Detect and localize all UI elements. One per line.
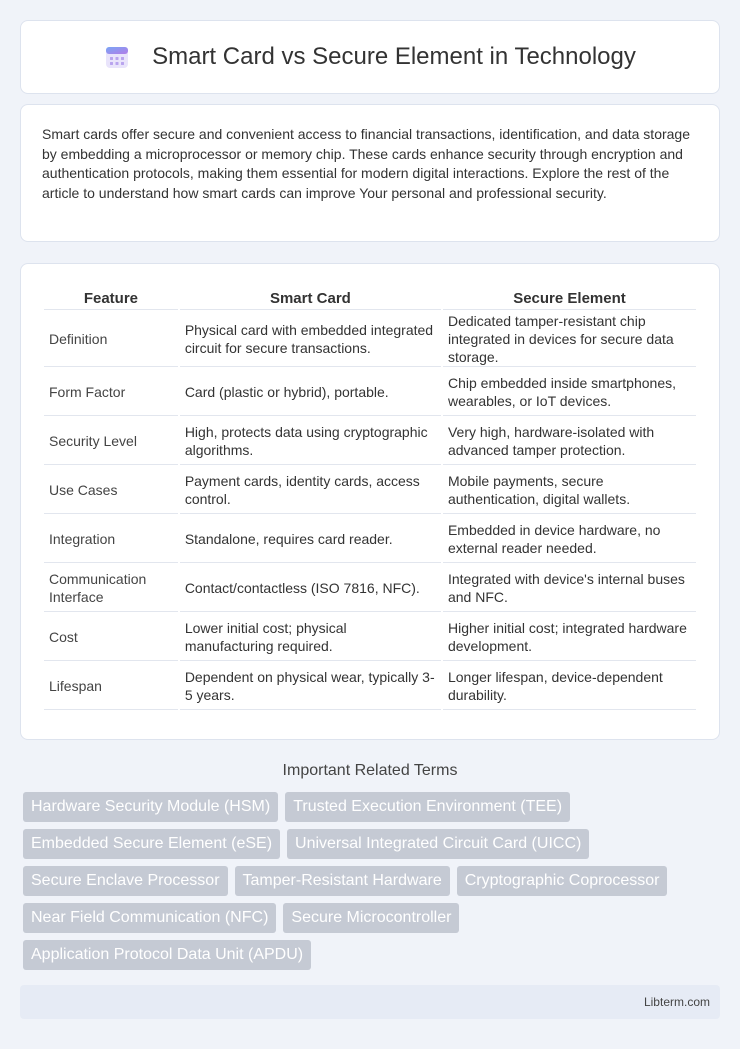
table-row — [44, 565, 696, 612]
feature-cell: Security Level — [44, 418, 178, 465]
smart-card-cell: Contact/contactless (ISO 7816, NFC). — [180, 565, 441, 612]
term-chip[interactable]: Tamper-Resistant Hardware — [235, 866, 450, 896]
secure-element-cell: Chip embedded inside smartphones, wearables, or IoT devices. — [443, 369, 696, 416]
feature-cell: Form Factor — [44, 369, 178, 416]
term-chip[interactable]: Application Protocol Data Unit (APDU) — [23, 940, 311, 970]
table-row — [44, 467, 696, 514]
smart-card-cell: High, protects data using cryptographic algorithms. — [180, 418, 441, 465]
comparison-table — [42, 284, 698, 712]
term-chip[interactable]: Trusted Execution Environment (TEE) — [285, 792, 570, 822]
header-card — [20, 20, 720, 94]
feature-cell: Use Cases — [44, 467, 178, 514]
footer-brand-link[interactable]: Libterm.com — [643, 995, 710, 1009]
smart-card-cell: Physical card with embedded integrated circuit for secure transactions. — [180, 312, 441, 367]
term-chip[interactable]: Near Field Communication (NFC) — [23, 903, 276, 933]
feature-cell: Integration — [44, 516, 178, 563]
secure-element-cell: Integrated with device's internal buses and NFC. — [443, 565, 696, 612]
feature-cell: Definition — [44, 312, 178, 367]
secure-element-cell: Embedded in device hardware, no external reader needed. — [443, 516, 696, 563]
term-chip[interactable]: Universal Integrated Circuit Card (UICC) — [287, 829, 589, 859]
intro-text: Smart cards offer secure and convenient access to financial transactions, identification, and data storage by embedding a microprocessor or memory chip. These cards enhance security through encryption and authentication protocols, making them essential for modern digital interactions. Explore the rest of the article to understand how smart cards can improve Your personal and professional security. — [42, 126, 690, 201]
table-row — [44, 369, 696, 416]
term-chip[interactable]: Secure Enclave Processor — [23, 866, 228, 896]
term-chip[interactable]: Hardware Security Module (HSM) — [23, 792, 278, 822]
footer — [20, 985, 720, 1019]
secure-element-cell: Dedicated tamper-resistant chip integrated in devices for secure data storage. — [443, 312, 696, 367]
table-row — [44, 312, 696, 367]
related-terms-title: Important Related Terms — [282, 762, 458, 779]
feature-cell: Communication Interface — [44, 565, 178, 612]
smart-card-cell: Card (plastic or hybrid), portable. — [180, 369, 441, 416]
column-header-feature: Feature — [44, 286, 178, 310]
secure-element-cell: Longer lifespan, device-dependent durability. — [443, 663, 696, 710]
term-chip[interactable]: Embedded Secure Element (eSE) — [23, 829, 280, 859]
table-row — [44, 663, 696, 710]
term-chip[interactable]: Cryptographic Coprocessor — [457, 866, 668, 896]
smart-card-cell: Dependent on physical wear, typically 3-5 years. — [180, 663, 441, 710]
column-header-secure-element: Secure Element — [443, 286, 696, 310]
smart-card-cell: Payment cards, identity cards, access control. — [180, 467, 441, 514]
feature-cell: Cost — [44, 614, 178, 661]
table-row — [44, 418, 696, 465]
intro-card — [20, 104, 720, 242]
smart-card-cell: Standalone, requires card reader. — [180, 516, 441, 563]
comparison-table-card — [20, 263, 720, 740]
table-row — [44, 516, 696, 563]
related-terms-list — [23, 792, 703, 977]
smart-card-cell: Lower initial cost; physical manufacturing required. — [180, 614, 441, 661]
secure-element-cell: Very high, hardware-isolated with advanced tamper protection. — [443, 418, 696, 465]
page-title: Smart Card vs Secure Element in Technology — [152, 43, 636, 70]
feature-cell: Lifespan — [44, 663, 178, 710]
secure-element-cell: Mobile payments, secure authentication, digital wallets. — [443, 467, 696, 514]
table-row — [44, 614, 696, 661]
calendar-icon — [104, 44, 130, 70]
secure-element-cell: Higher initial cost; integrated hardware development. — [443, 614, 696, 661]
column-header-smart-card: Smart Card — [180, 286, 441, 310]
term-chip[interactable]: Secure Microcontroller — [283, 903, 459, 933]
